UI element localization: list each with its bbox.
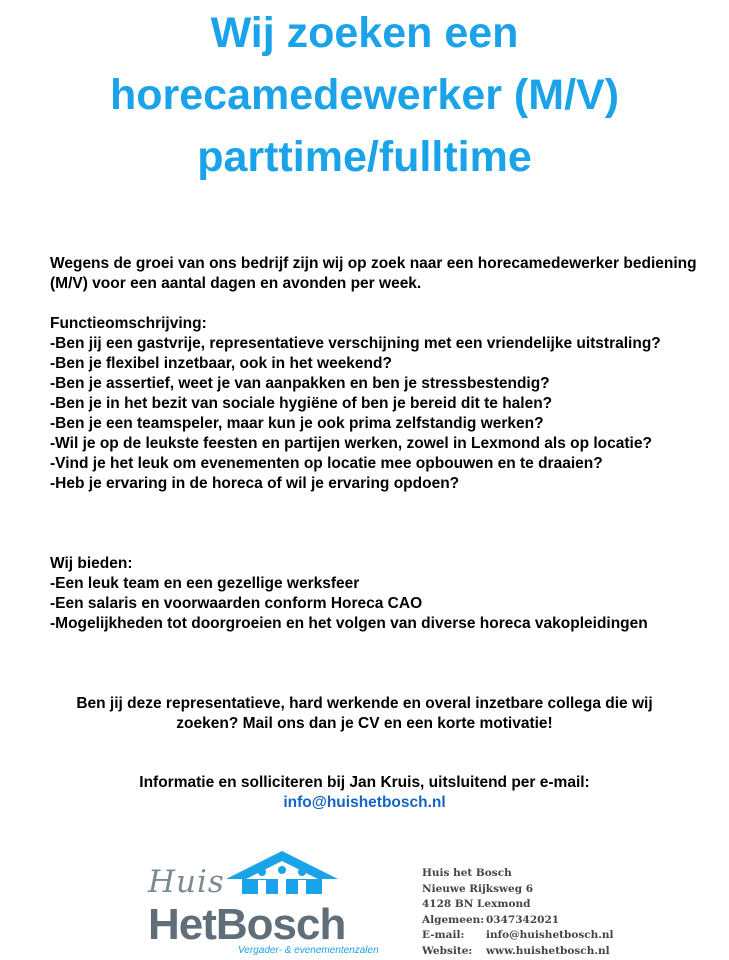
email-label: E-mail: — [422, 929, 465, 941]
headline — [0, 2, 729, 188]
headline-line-1: Wij zoeken een — [210, 9, 519, 57]
phone-value[interactable]: 0347342021 — [486, 913, 560, 926]
list-item: -Ben je in het bezit van sociale hygiëne of ben je bereid dit te halen? — [50, 395, 553, 412]
contact-phone-row — [422, 913, 614, 929]
company-logo — [142, 848, 402, 958]
phone-label: Algemeen: — [422, 913, 485, 926]
offer-list — [50, 574, 710, 634]
logo-wordmark: HetBosch — [148, 900, 346, 949]
contact-city: 4128 BN Lexmond — [422, 898, 531, 910]
headline-line-2: horecamedewerker (M/V) — [109, 71, 620, 119]
email-link[interactable]: info@huishetbosch.nl — [283, 794, 446, 811]
list-item: -Een salaris en voorwaarden conform Horeca CAO — [50, 595, 423, 612]
contact-street: Nieuwe Rijksweg 6 — [422, 882, 533, 895]
website-label: Website: — [422, 944, 473, 957]
logo-script-text: Huis — [148, 864, 225, 900]
contact-name: Huis het Bosch — [422, 867, 512, 879]
contact-website-row — [422, 944, 614, 960]
list-item: -Vind je het leuk om evenementen op locatie mee opbouwen en te draaien? — [50, 455, 603, 472]
email-value[interactable]: info@huishetbosch.nl — [486, 929, 614, 941]
list-item: -Wil je op de leukste feesten en partijen werken, zowel in Lexmond als op locatie? — [50, 435, 652, 452]
logo-tagline: Vergader- & evenementenzalen — [238, 945, 379, 956]
list-item: -Ben je flexibel inzetbaar, ook in het weekend? — [50, 355, 392, 372]
list-item: -Ben je een teamspeler, maar kun je ook prima zelfstandig werken? — [50, 415, 544, 432]
contact-email-row — [422, 928, 614, 944]
function-description — [50, 314, 710, 494]
callout-line-1: Ben jij deze representatieve, hard werkende en overal inzetbare collega die wij — [76, 695, 653, 712]
contact-block — [422, 866, 614, 959]
list-item: -Mogelijkheden tot doorgroeien en het volgen van diverse horeca vakopleidingen — [50, 615, 648, 632]
function-list — [50, 334, 710, 494]
application-info — [0, 773, 729, 813]
application-line: Informatie en solliciteren bij Jan Kruis, uitsluitend per e-mail: — [139, 774, 590, 791]
website-value[interactable]: www.huishetbosch.nl — [486, 944, 610, 957]
list-item: -Heb je ervaring in de horeca of wil je ervaring opdoen? — [50, 475, 460, 492]
house-icon — [222, 848, 342, 898]
headline-line-3: parttime/fulltime — [197, 133, 532, 181]
list-item: -Ben jij een gastvrije, representatieve verschijning met een vriendelijke uitstraling? — [50, 335, 661, 352]
callout — [0, 694, 729, 734]
list-item: -Ben je assertief, weet je van aanpakken en ben je stressbestendig? — [50, 375, 550, 392]
function-heading: Functieomschrijving: — [50, 315, 207, 332]
intro-paragraph: Wegens de groei van ons bedrijf zijn wij op zoek naar een horecamedewerker bediening (M/V) voor een aantal dagen en avonden per week. — [50, 255, 697, 292]
list-item: -Een leuk team en een gezellige werksfeer — [50, 575, 360, 592]
callout-line-2: zoeken? Mail ons dan je CV en een korte motivatie! — [176, 715, 553, 732]
offer-heading: Wij bieden: — [50, 555, 133, 572]
offer-section — [50, 554, 710, 634]
